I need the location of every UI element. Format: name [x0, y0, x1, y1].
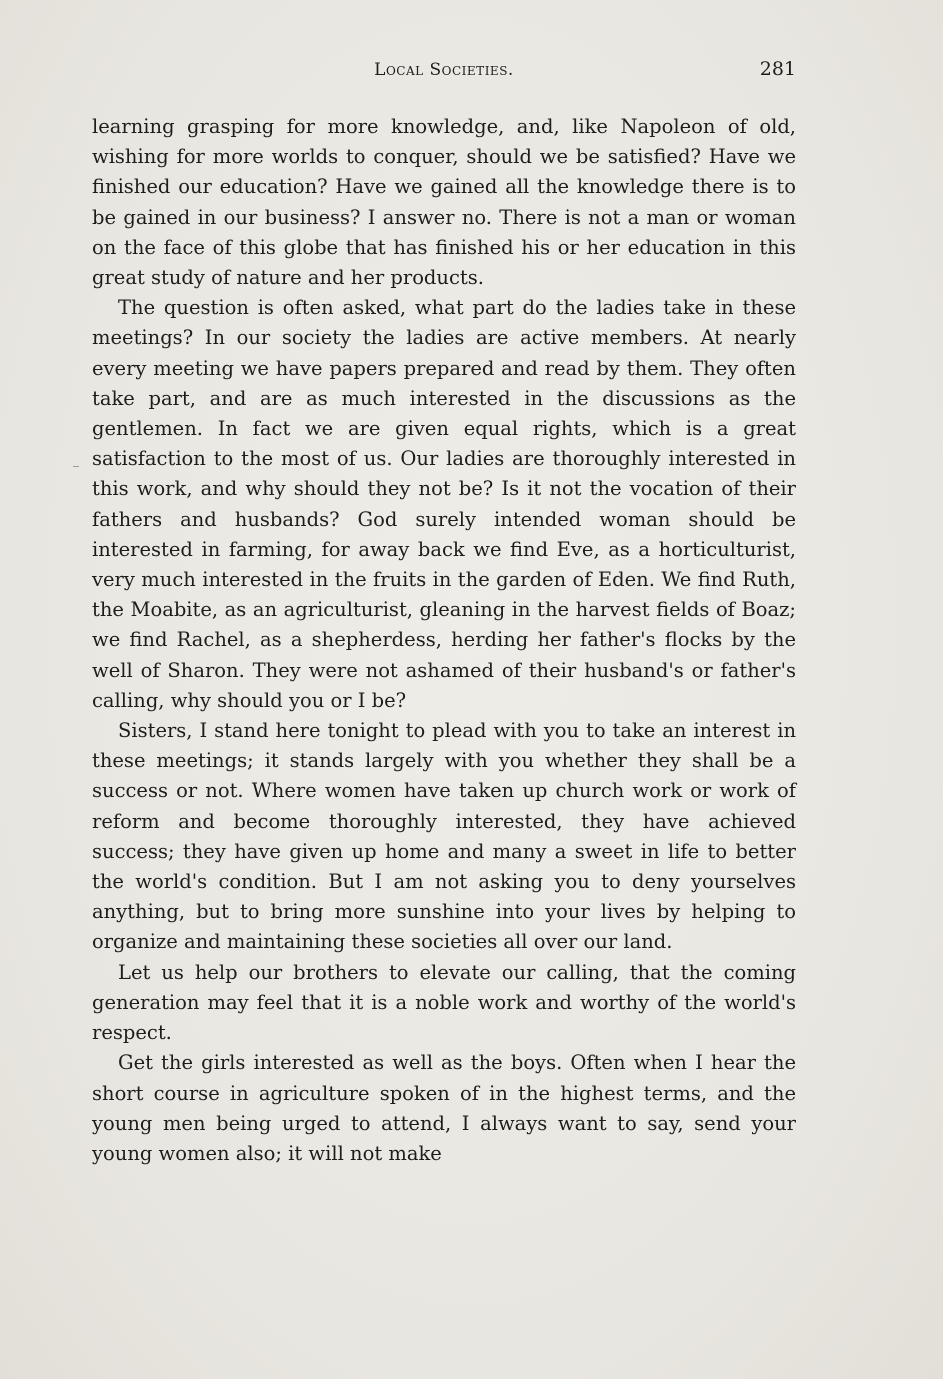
print-speck — [73, 466, 79, 467]
paragraph-3: Sisters, I stand here tonight to plead with you to take an interest in these meetings; it stands largely with you whether they shall be a success or not. Where women have taken up church work or work of reform and become thoroughly interested, they have achieved success; they have given up home and many a sweet in life to better the world's condition. But I am not asking you to deny yourselves anything, but to bring more sunshine into your lives by helping to organize and maintaining these societies all over our land. — [92, 719, 796, 954]
page-header — [92, 58, 796, 88]
paragraph-5: Get the girls interested as well as the boys. Often when I hear the short course in agriculture spoken of in the highest terms, and the young men being urged to attend, I always want to say, send your young women also; it will not make — [92, 1051, 796, 1165]
paragraph-2: The question is often asked, what part do the ladies take in these meetings? In our society the ladies are active members. At nearly every meeting we have papers prepared and read by them. They often take part, and are as much interested in the discussions as the gentlemen. In fact we are given equal rights, which is a great satisfaction to the most of us. Our ladies are thoroughly interested in this work, and why should they not be? Is it not the vocation of their fathers and husbands? God surely intended woman should be interested in farming, for away back we find Eve, as a horticulturist, very much interested in the fruits in the garden of Eden. We find Ruth, the Moabite, as an agriculturist, gleaning in the harvest fields of Boaz; we find Rachel, as a shepherdess, herding her father's flocks by the well of Sharon. They were not ashamed of their husband's or father's calling, why should you or I be? — [92, 296, 796, 712]
running-head: Local Societies. — [374, 60, 514, 80]
paragraph-4: Let us help our brothers to elevate our calling, that the coming generation may feel that it is a noble work and worthy of the world's respect. — [92, 960, 796, 1045]
page-number: 281 — [759, 58, 796, 80]
paragraph-1: learning grasping for more knowledge, and, like Napoleon of old, wishing for more worlds to conquer, should we be satisfied? Have we finished our education? Have we gained all the knowledge there is to be gained in our business? I answer no. There is not a man or woman on the face of this globe that has finished his or her education in this great study of nature and her products. — [92, 115, 796, 290]
body-text — [92, 112, 796, 1169]
